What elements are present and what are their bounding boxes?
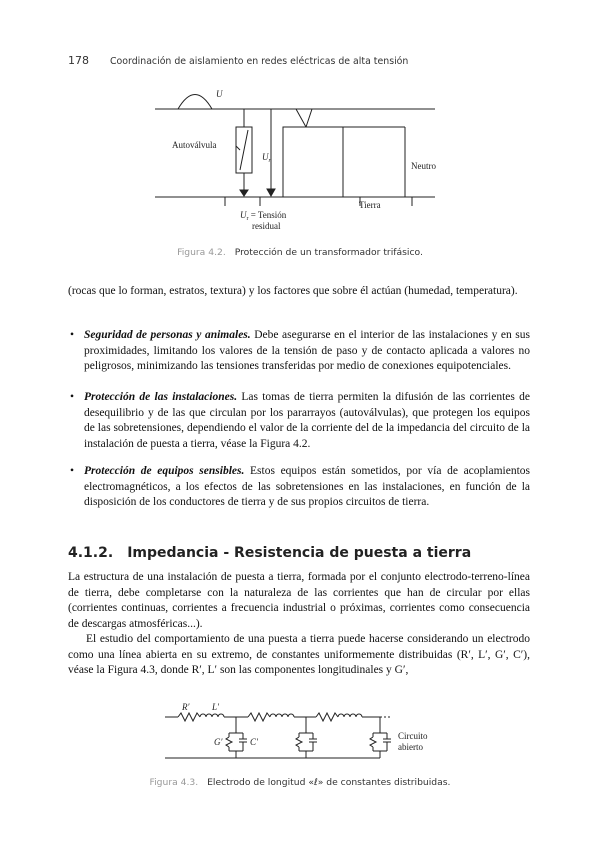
label-c: C′ [250,737,258,747]
figure-4-2-diagram [0,0,600,250]
figure-4-2-caption: Figura 4.2. Protección de un transformador trifásico. [177,247,423,258]
label-neutro: Neutro [411,161,436,171]
paragraph-1: La estructura de una instalación de puesta a tierra, formada por el conjunto electrodo-terreno-línea de tierra, debe completarse con la naturaleza de las corrientes que han de circular por ellas (corrientes continuas, corrientes a frecuencia industrial o próximas, corrientes como consecuencia de descargas atmosféricas...). [68,571,530,630]
bullet-item: • Protección de las instalaciones. Las tomas de tierra permiten la difusión de las corrientes de desequilibrio y de las que circulan por los pararrayos (autoválvulas), que protegen los equipos de las sobretensiones, dependiendo el valor de la corriente del de la impedancia del circuito de la instalación de puesta a tierra, véase la Figura 4.2. [70,391,531,450]
transformer-tank [283,127,343,197]
paragraph-2: El estudio del comportamiento de una puesta a tierra puede hacerse considerando un electrodo como una línea abierta en su extremo, de constantes uniformemente distribuidas (R′, L′, G′, C′), véase la Figura 4.3, donde R′, L′ son las componentes longitudinales y G′, [68,633,530,677]
running-title: Coordinación de aislamiento en redes eléctricas de alta tensión [109,56,409,67]
bullet-item: • Protección de equipos sensibles. Estos equipos están sometidos, por vía de acoplamientos electromagnéticos, a los efectos de las sobretensiones en las instalaciones, en función de la disposición de los conductores de tierra y de sus propios circuitos de tierra. [70,465,531,509]
transformer-bushing [296,109,312,127]
page-number: 178 [68,54,89,67]
surge-wave [178,95,212,110]
label-g: G′ [214,737,223,747]
bullet-item: • Seguridad de personas y animales. Debe asegurarse en el interior de las instalaciones y en sus proximidades, limitando los valores de la tensión de paso y de contacto aplicada a valores no peligrosos, minimizando las tensiones transferidas por medio de conexiones equipotenciales. [70,329,531,373]
label-residual-voltage: $U_r$ = Tensión [240,210,287,222]
figure-4-3-diagram [0,690,600,770]
section-heading: 4.1.2. Impedancia - Resistencia de puesta a tierra [68,545,472,561]
label-residual: residual [252,221,281,231]
paragraph-intro: (rocas que lo forman, estratos, textura) y los factores que sobre él actúan (humedad, temperatura). [68,285,518,297]
label-r: R′ [182,702,190,712]
label-abierto: abierto [398,742,423,752]
label-u: U [216,89,223,99]
label-tierra: Tierra [359,200,381,210]
label-circuito: Circuito [398,731,428,741]
label-ur: $U_r$ [262,152,271,164]
label-autovalvula: Autoválvula [172,140,217,150]
figure-4-3-caption: Figura 4.3. Electrodo de longitud «ℓ» de constantes distribuidas. [149,777,451,788]
label-l: L′ [212,702,219,712]
